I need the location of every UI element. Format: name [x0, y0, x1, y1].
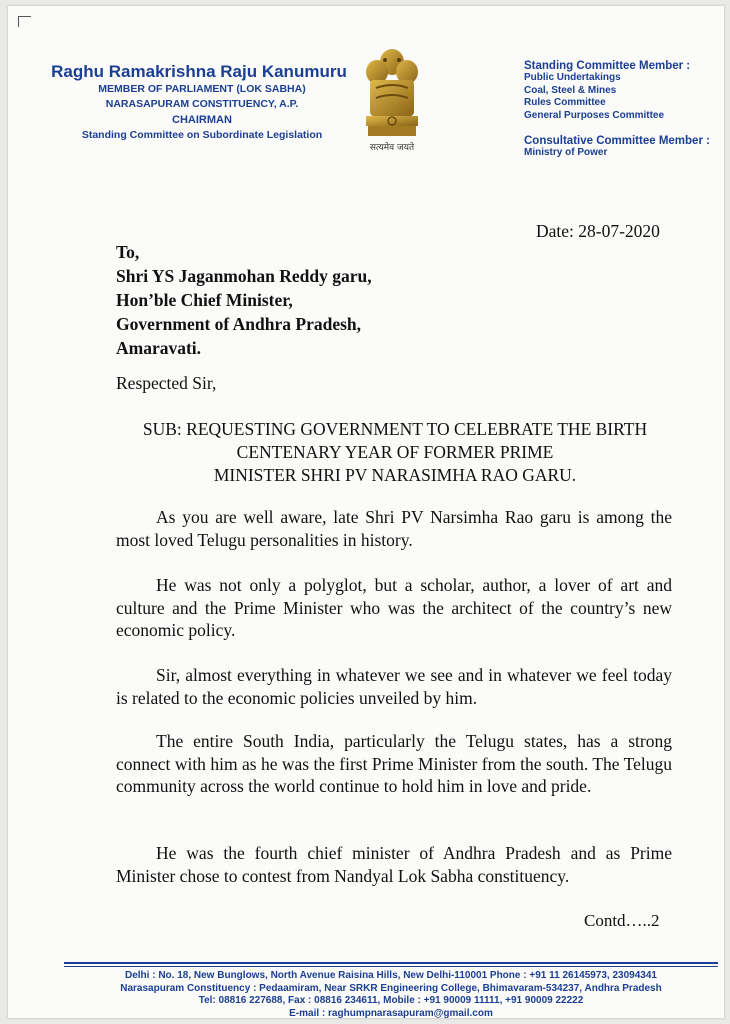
emblem-motto: सत्यमेव जयते	[369, 143, 415, 153]
footer-rule	[64, 962, 718, 964]
body-paragraph: He was the fourth chief minister of Andhra Pradesh and as Prime Minister chose to contest from Nandyal Lok Sabha constituency.	[116, 843, 672, 886]
subject-line: MINISTER SHRI PV NARASIMHA RAO GARU.	[213, 465, 577, 485]
standing-committee-item: General Purposes Committee	[524, 109, 665, 121]
standing-committee-item: Public Undertakings	[524, 72, 621, 83]
sender-chairman: CHAIRMAN	[172, 114, 232, 126]
body-paragraph: Sir, almost everything in whatever we see and in whatever we feel today is related to the economic policies unveiled by him.	[116, 665, 672, 708]
recipient-address	[116, 240, 372, 360]
address-line: Hon’ble Chief Minister,	[116, 290, 293, 310]
sender-title-line2: NARASAPURAM CONSTITUENCY, A.P.	[105, 98, 299, 110]
body-paragraph: As you are well aware, late Shri PV Narsimha Rao garu is among the most loved Telugu personalities in history.	[116, 507, 672, 550]
address-line: Amaravati.	[116, 338, 202, 358]
letter-date: Date: 28-07-2020	[536, 221, 660, 241]
footer-rule-thin	[64, 966, 718, 967]
salutation: Respected Sir,	[116, 373, 217, 393]
consultative-committee-title: Consultative Committee Member :	[524, 135, 710, 147]
address-line: Government of Andhra Pradesh,	[116, 314, 361, 334]
subject-line: SUB: REQUESTING GOVERNMENT TO CELEBRATE THE BIRTH	[142, 419, 648, 439]
letterhead-footer	[48, 970, 730, 1020]
letterhead-sender	[52, 62, 352, 141]
standing-committee-item: Rules Committee	[524, 97, 606, 108]
consultative-committee-item: Ministry of Power	[524, 147, 608, 158]
body-paragraph: The entire South India, particularly the Telugu states, has a strong connect with him as he was the first Prime Minister from the south. The Telugu community across the world continue to hold him in love and pride.	[116, 731, 672, 796]
body-paragraph: He was not only a polyglot, but a scholar, author, a lover of art and culture and the Prime Minister who was the architect of the country’s new economic policy.	[116, 575, 672, 640]
continued-marker: Contd…..2	[584, 911, 660, 930]
footer-constituency-address: Narasapuram Constituency : Pedaamiram, Near SRKR Engineering College, Bhimavaram-534237, Andhra Pradesh	[120, 982, 662, 994]
standing-committee-title: Standing Committee Member :	[524, 60, 691, 72]
letter-page	[8, 6, 724, 1018]
standing-committee-item: Coal, Steel & Mines	[524, 84, 617, 96]
footer-email: E-mail : raghumpnarasapuram@gmail.com	[289, 1007, 493, 1019]
letterhead-committees	[524, 60, 730, 160]
sender-title-line1: MEMBER OF PARLIAMENT (LOK SABHA)	[98, 83, 306, 95]
letter-subject	[116, 418, 674, 487]
address-line: Shri YS Jaganmohan Reddy garu,	[116, 266, 372, 286]
address-to: To,	[116, 242, 140, 262]
sender-committee: Standing Committee on Subordinate Legislation	[81, 129, 323, 141]
footer-phone-numbers: Tel: 08816 227688, Fax : 08816 234611, Mobile : +91 90009 11111, +91 90009 22222	[198, 995, 584, 1006]
subject-line: CENTENARY YEAR OF FORMER PRIME	[236, 442, 554, 462]
page-corner-mark	[18, 16, 31, 27]
sender-name: Raghu Ramakrishna Raju Kanumuru	[51, 62, 347, 81]
footer-delhi-address: Delhi : No. 18, New Bunglows, North Avenue Raisina Hills, New Delhi-110001 Phone : +91 11 26145973, 23094341	[125, 970, 657, 981]
